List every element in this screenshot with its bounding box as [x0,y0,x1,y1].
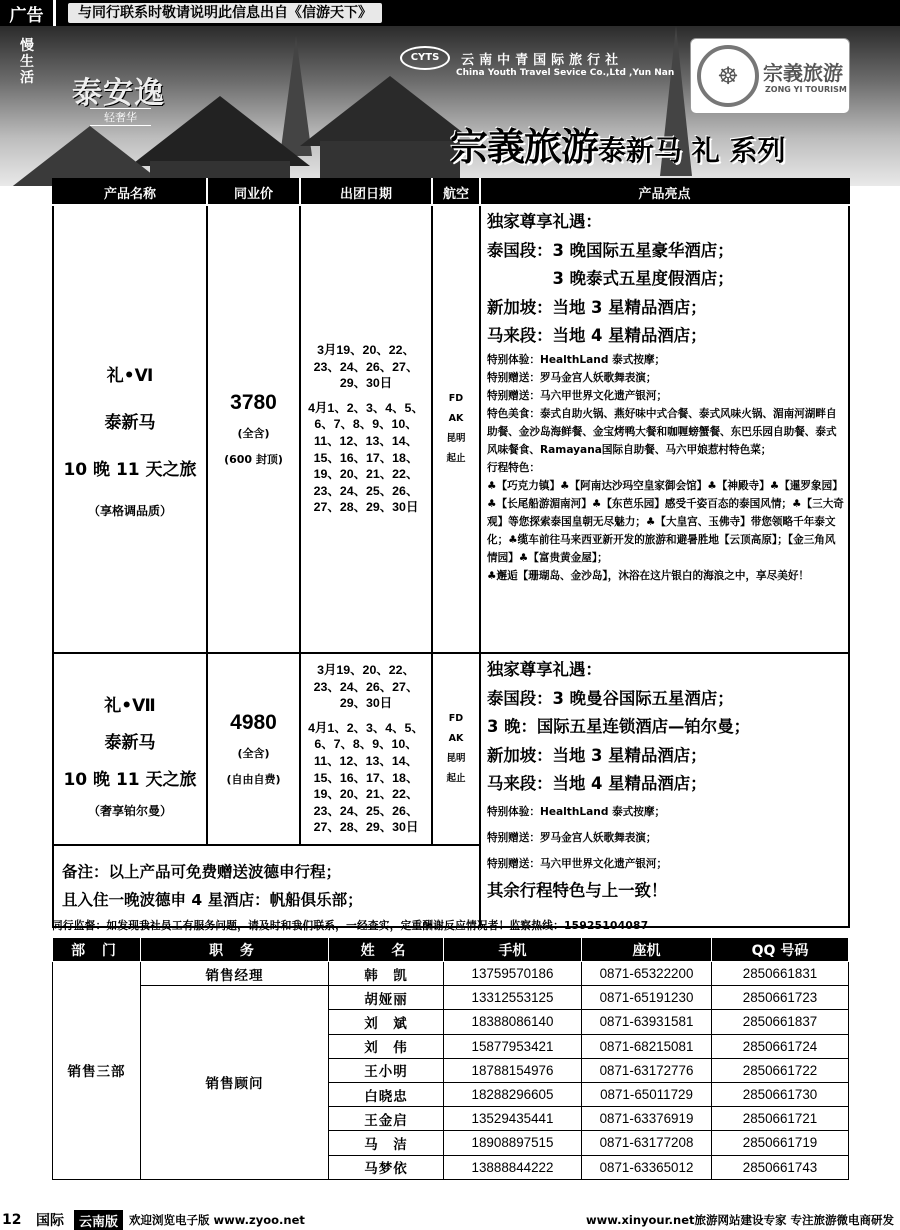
contact-mobile: 13888844222 [444,1155,582,1179]
airline-cell [432,205,480,653]
contact-mobile: 13312553125 [444,986,582,1010]
header-departure-dates: 出团日期 [300,179,432,205]
date-line: 23、24、25、26、 [313,483,419,498]
highlights-cell [480,653,849,927]
highlight-line: 独家尊享礼遇： [487,660,602,679]
dates-cell [300,205,432,653]
highlight-detail: 特别赠送：马六甲世界文化遗产银河； [487,389,668,402]
contact-mobile: 13759570186 [444,962,582,986]
highlight-detail: 特别体验：HealthLand 泰式按摩； [487,353,666,366]
series-name: 泰新马 礼 系列 [598,134,786,167]
contact-mobile: 18908897515 [444,1131,582,1155]
product-name-cell [53,653,207,845]
date-line: 23、24、26、27、 [313,359,419,374]
contact-mobile: 13529435441 [444,1107,582,1131]
product-route: 泰新马 [104,732,156,753]
price-inclusive: (全含) [237,746,270,760]
product-duration: 10 晚 11 天之旅 [63,460,197,480]
highlight-line: 马来段：当地 4 星精品酒店； [487,774,707,793]
product-row [53,653,849,845]
date-line: 4月1、2、3、4、5、 [308,400,424,415]
cyts-logo-icon: CYTS [400,46,450,70]
price-value: 4980 [230,710,277,734]
airline-cell [432,653,480,845]
page-footer [0,1210,900,1230]
contact-phone: 0871-63931581 [582,1010,712,1034]
price-cell [207,653,300,845]
highlight-itinerary: ♣【巧克力镇】♣【阿南达沙玛空皇家御会馆】♣【神殿寺】♣【暹罗象园】♣【长尾船游湄南河】♣【东芭乐园】感受千姿百态的泰国风情；♣【三大奇观】等您探索泰国皇朝无尽魅力；♣【大皇宫、玉佛寺】带您领略千年泰文化；♣缆车前往马来西亚新开发的旅游和避暑胜地【云顶高原】；【金三角风情园】♣【富贵黄金屋】； [487,479,844,564]
series-title [450,116,786,171]
contact-phone: 0871-63376919 [582,1107,712,1131]
contact-phone: 0871-68215081 [582,1034,712,1058]
role-cell: 销售顾问 [141,986,329,1180]
airline-code: AK [448,413,464,424]
product-table-header [53,179,849,205]
contact-mobile: 18288296605 [444,1082,582,1106]
airline-note: 起止 [446,772,466,784]
highlight-line: 马来段：当地 4 星精品酒店； [487,326,707,345]
contact-qq: 2850661719 [712,1131,849,1155]
product-series: 礼•Ⅵ [106,366,154,386]
contact-mobile: 18788154976 [444,1058,582,1082]
header-product-name: 产品名称 [53,179,207,205]
contact-mobile: 18388086140 [444,1010,582,1034]
contact-name: 白晓忠 [329,1082,444,1106]
note-line: 且入住一晚波德申 4 星酒店：帆船俱乐部； [62,890,363,909]
price-inclusive: (全含) [237,427,270,440]
ad-notice: 与同行联系时敬请说明此信息出自《信游天下》 [68,3,382,23]
date-line: 3月19、20、22、 [317,343,415,358]
price-cap: (600 封顶) [224,453,283,466]
contact-name: 马梦依 [329,1155,444,1179]
date-line: 3月19、20、22、 [317,663,415,677]
date-line: 29、30日 [339,376,393,391]
contact-phone: 0871-63172776 [582,1058,712,1082]
contact-qq: 2850661831 [712,962,849,986]
airline-code: FD [448,712,464,724]
brand-slow-life: 慢生活 [20,38,34,86]
contact-phone: 0871-63177208 [582,1131,712,1155]
table-row [53,962,849,986]
contact-qq: 2850661730 [712,1082,849,1106]
airline-city: 昆明 [446,752,466,764]
product-series: 礼•Ⅶ [104,695,156,716]
dates-march [301,662,431,712]
date-line: 19、20、21、22、 [313,787,419,802]
highlights-cell [480,205,849,653]
contact-name: 王金启 [329,1107,444,1131]
edition-badge: 云南版 [74,1210,123,1230]
header-department: 部 门 [53,938,141,962]
header-trade-price: 同业价 [207,179,300,205]
brand-tai-anyi-logo: 泰安逸 [72,76,165,111]
cyts-name-en: China Youth Travel Sevice Co.,Ltd ,Yun Nan [456,68,675,78]
contact-name: 王小明 [329,1058,444,1082]
highlight-detail: 特别赠送：罗马金宫人妖歌舞表演； [487,831,657,844]
dates-april [301,720,431,836]
dates-cell [300,653,432,845]
date-line: 15、16、17、18、 [313,450,419,465]
product-table [52,178,850,928]
date-line: 11、12、13、14、 [313,753,418,768]
product-grade: （奢享铂尔曼） [87,803,172,818]
highlight-food: 特色美食：泰式自助火锅、燕好味中式合餐、泰式风味火锅、湄南河湖畔自助餐、金沙岛海鲜餐、金宝烤鸭大餐和咖喱螃蟹餐、东巴乐园自助餐、泰式风味餐食、Ramayana国际自助餐、马六甲娘惹村特色菜； [487,407,837,456]
header-position: 职 务 [141,938,329,962]
banner [0,26,900,186]
role-cell: 销售经理 [141,962,329,986]
airline-code: AK [448,732,464,744]
highlight-detail: 特别赠送：马六甲世界文化遗产银河； [487,857,668,870]
price-cell [207,205,300,653]
product-name-cell [53,205,207,653]
contact-name: 刘 伟 [329,1034,444,1058]
brand-light-luxury: 轻奢华 [90,108,151,126]
header-name: 姓 名 [329,938,444,962]
zongyi-logo [690,38,850,114]
highlight-itinerary: ♣邂逅【珊瑚岛、金沙岛】，沐浴在这片银白的海浪之中，享尽美好！ [487,569,810,582]
contact-phone: 0871-63365012 [582,1155,712,1179]
contact-phone: 0871-65191230 [582,986,712,1010]
header-mobile: 手机 [444,938,582,962]
date-line: 29、30日 [339,696,393,711]
date-line: 23、24、26、27、 [313,679,419,694]
department-cell: 销售三部 [53,962,141,1180]
date-line: 6、7、8、9、10、 [314,417,418,432]
note-cell [53,845,480,927]
contact-table [52,937,849,1180]
contact-qq: 2850661721 [712,1107,849,1131]
contact-qq: 2850661724 [712,1034,849,1058]
contact-name: 胡娅丽 [329,986,444,1010]
header-landline: 座机 [582,938,712,962]
highlight-itinerary-title: 行程特色： [487,461,540,474]
dates-march [301,342,431,392]
dates-april [301,400,431,516]
supervision-notice: 同行监督：如发现我社员工有服务问题，请及时和我们联系，一经查实，定重酬谢反应情况者！监察热线：15925104087 [52,920,649,932]
contact-table-header [53,938,849,962]
header-highlights: 产品亮点 [480,179,849,205]
contact-qq: 2850661743 [712,1155,849,1179]
contact-name: 马 洁 [329,1131,444,1155]
date-line: 23、24、25、26、 [313,803,419,818]
price-self-pay: (自由自费) [226,772,281,786]
highlight-line: 3 晚：国际五星连锁酒店—铂尔曼； [487,717,750,736]
highlight-line: 独家尊享礼遇： [487,212,602,231]
date-line: 27、28、29、30日 [313,500,419,515]
contact-mobile: 15877953421 [444,1034,582,1058]
brand-tai-anyi [20,38,38,86]
cyts-brand [400,46,675,78]
airline-city: 昆明 [446,433,466,444]
date-line: 4月1、2、3、4、5、 [308,720,424,735]
contact-name: 韩 凯 [329,962,444,986]
date-line: 27、28、29、30日 [313,820,419,835]
footprint-icon: ☸ [697,45,759,107]
partner-link[interactable]: www.xinyour.net旅游网站建设专家 专注旅游微电商研发 [585,1213,894,1227]
contact-qq: 2850661723 [712,986,849,1010]
contact-qq: 2850661722 [712,1058,849,1082]
price-value: 3780 [230,391,277,414]
product-route: 泰新马 [104,413,156,433]
date-line: 6、7、8、9、10、 [314,737,418,752]
highlight-line: 泰国段：3 晚国际五星豪华酒店； [487,240,734,260]
ad-bar [0,0,900,26]
highlight-summary: 其余行程特色与上一致！ [487,880,668,900]
header-qq: QQ 号码 [712,938,849,962]
product-grade: （享格调品质） [87,504,172,518]
contact-phone: 0871-65322200 [582,962,712,986]
airline-note: 起止 [446,453,466,464]
website-link[interactable]: 欢迎浏览电子版 www.zyoo.net [129,1213,305,1227]
note-line: 备注：以上产品可免费赠送波德申行程； [62,862,342,881]
contact-name: 刘 斌 [329,1010,444,1034]
section-label: 国际 [36,1213,64,1229]
zongyi-name-en: ZONG YI TOURISM [765,85,847,94]
date-line: 19、20、21、22、 [313,467,419,482]
table-row [53,986,849,1010]
highlight-line: 3 晚泰式五星度假酒店； [487,269,734,288]
ad-tag: 广告 [0,0,56,26]
highlight-line: 新加坡：当地 3 星精品酒店； [487,745,707,765]
highlight-line: 新加坡：当地 3 星精品酒店； [487,297,707,317]
date-line: 11、12、13、14、 [313,434,418,448]
page-number: 12 [2,1212,22,1228]
highlight-line: 泰国段：3 晚曼谷国际五星酒店； [487,688,734,708]
header-airline: 航空 [432,179,480,205]
product-duration: 10 晚 11 天之旅 [63,769,197,790]
contact-phone: 0871-65011729 [582,1082,712,1106]
highlight-detail: 特别赠送：罗马金宫人妖歌舞表演； [487,371,657,384]
contact-qq: 2850661837 [712,1010,849,1034]
date-line: 15、16、17、18、 [313,770,419,785]
highlight-detail: 特别体验：HealthLand 泰式按摩； [487,805,666,818]
product-row [53,205,849,653]
airline-code: FD [448,393,464,404]
cyts-name-cn: 云南中青国际旅行社 [461,52,624,68]
series-brand: 宗義旅游 [450,124,599,169]
zongyi-name-cn: 宗義旅游 [763,61,843,85]
